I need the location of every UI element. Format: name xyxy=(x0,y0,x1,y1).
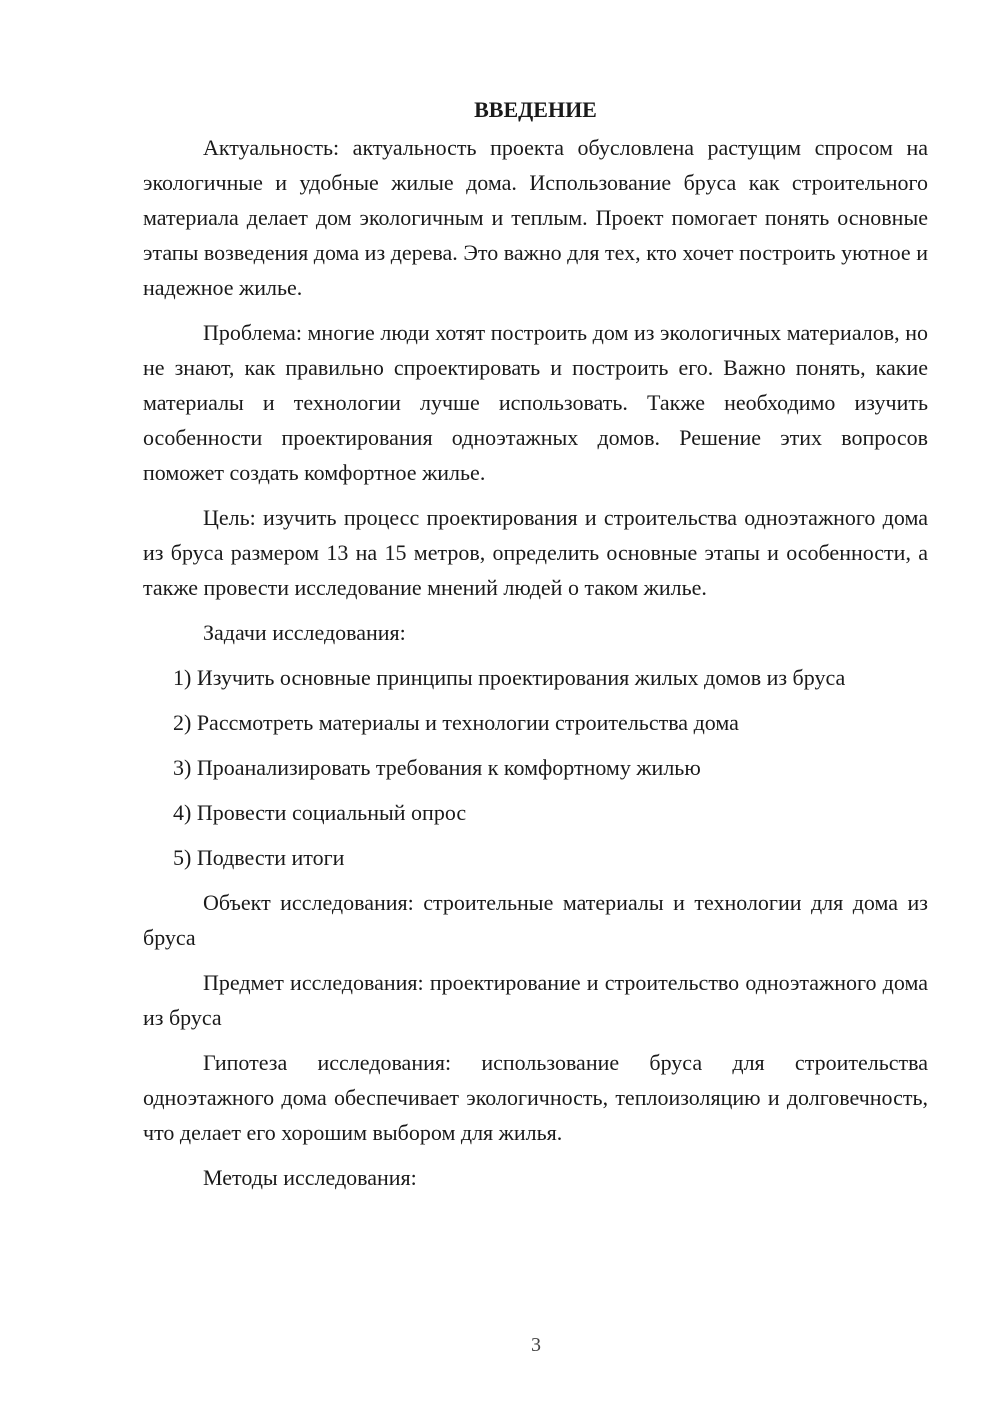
section-title: ВВЕДЕНИЕ xyxy=(474,97,597,122)
list-item: 3) Проанализировать требования к комфортному жилью xyxy=(173,755,701,780)
list-item: 2) Рассмотреть материалы и технологии строительства дома xyxy=(173,710,739,735)
paragraph-subject: Предмет исследования: проектирование и строительство одноэтажного дома из бруса xyxy=(143,970,928,1030)
tasks-list xyxy=(143,660,928,875)
list-item: 4) Провести социальный опрос xyxy=(173,800,467,825)
methods-heading: Методы исследования: xyxy=(203,1165,417,1190)
paragraph-goal: Цель: изучить процесс проектирования и строительства одноэтажного дома из бруса размером 13 на 15 метров, определить основные этапы и особенности, а также провести исследование мнений людей о таком жилье. xyxy=(143,505,928,600)
list-item: 1) Изучить основные принципы проектирования жилых домов из бруса xyxy=(173,665,846,690)
list-item: 5) Подвести итоги xyxy=(173,845,345,870)
paragraph-relevance: Актуальность: актуальность проекта обусловлена растущим спросом на экологичные и удобные жилые дома. Использование бруса как строительного материала делает дом экологичным и теплым. Проект помогает понять основные этапы возведения дома из дерева. Это важно для тех, кто хочет построить уютное и надежное жилье. xyxy=(143,135,928,300)
paragraph-hypothesis: Гипотеза исследования: использование бруса для строительства одноэтажного дома обеспечивает экологичность, теплоизоляцию и долговечность, что делает его хорошим выбором для жилья. xyxy=(143,1050,928,1145)
page-number: 3 xyxy=(531,1334,541,1356)
paragraph-problem: Проблема: многие люди хотят построить дом из экологичных материалов, но не знают, как правильно спроектировать и построить его. Важно понять, какие материалы и технологии лучше использовать. Также необходимо изучить особенности проектирования одноэтажных домов. Решение этих вопросов поможет создать комфортное жилье. xyxy=(143,320,928,485)
paragraph-object: Объект исследования: строительные материалы и технологии для дома из бруса xyxy=(143,890,928,950)
tasks-heading: Задачи исследования: xyxy=(203,620,406,645)
document-page xyxy=(143,92,928,1205)
